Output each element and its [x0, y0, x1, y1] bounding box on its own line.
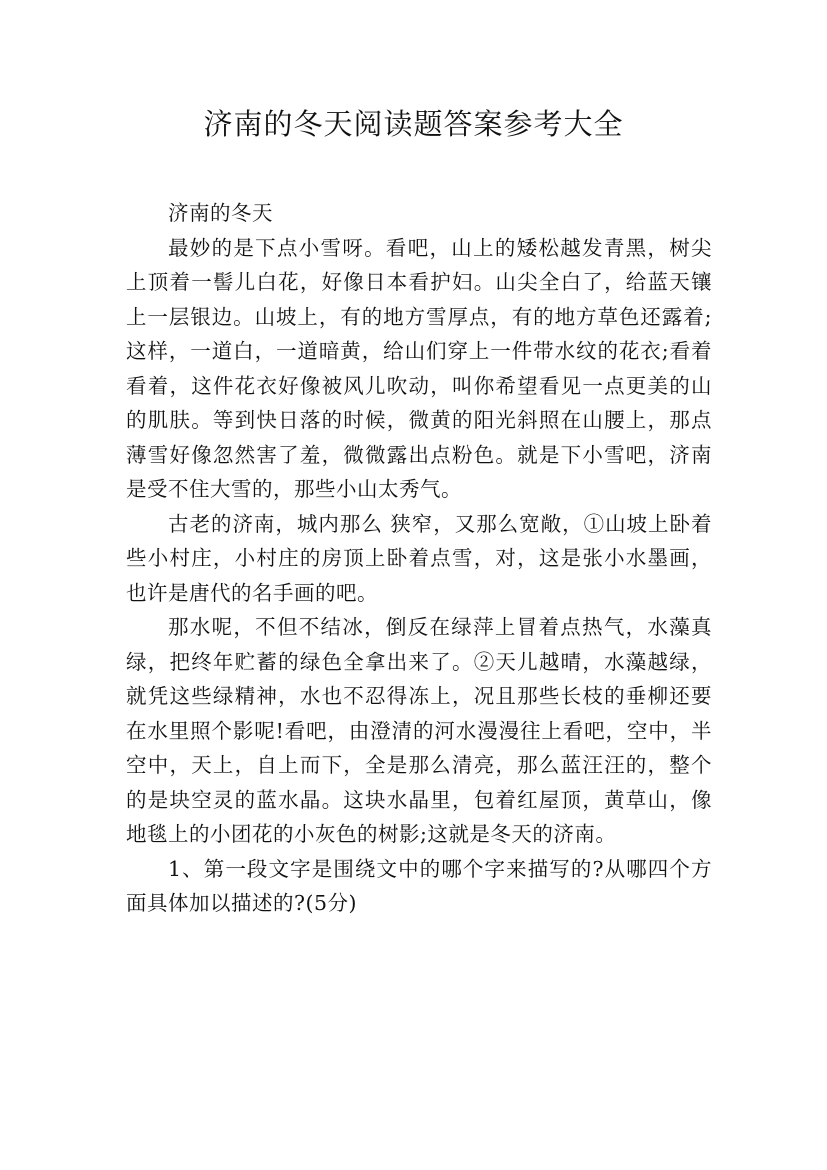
paragraph-snow: 最妙的是下点小雪呀。看吧，山上的矮松越发青黑，树尖上顶着一髻儿白花，好像日本看护妇。山尖全白了，给蓝天镶上一层银边。山坡上，有的地方雪厚点，有的地方草色还露着;这样，一道白，一道暗黄，给山们穿上一件带水纹的花衣;看着看着，这件花衣好像被风儿吹动，叫你希望看见一点更美的山的肌肤。等到快日落的时候，微黄的阳光斜照在山腰上，那点薄雪好像忽然害了羞，微微露出点粉色。就是下小雪吧，济南是受不住大雪的，那些小山太秀气。	[126, 235, 712, 501]
page-title: 济南的冬天阅读题答案参考大全	[203, 107, 624, 141]
question-1: 1、第一段文字是围绕文中的哪个字来描写的?从哪四个方面具体加以描述的?(5分)	[126, 856, 712, 915]
section-heading: 济南的冬天	[168, 201, 273, 225]
paragraph-old-city: 古老的济南，城内那么 狭窄，又那么宽敞，①山坡上卧着些小村庄，小村庄的房顶上卧着点雪，对，这是张小水墨画，也许是唐代的名手画的吧。	[126, 511, 712, 605]
article-body	[126, 196, 712, 921]
paragraph-water: 那水呢，不但不结冰，倒反在绿萍上冒着点热气，水藻真绿，把终年贮蓄的绿色全拿出来了。②天儿越晴，水藻越绿，就凭这些绿精神，水也不忍得冻上，况且那些长枝的垂柳还要在水里照个影呢!看吧，由澄清的河水漫漫往上看吧，空中，半空中，天上，自上而下，全是那么清亮，那么蓝汪汪的，整个的是块空灵的蓝水晶。这块水晶里，包着红屋顶，黄草山，像地毯上的小团花的小灰色的树影;这就是冬天的济南。	[126, 615, 712, 846]
